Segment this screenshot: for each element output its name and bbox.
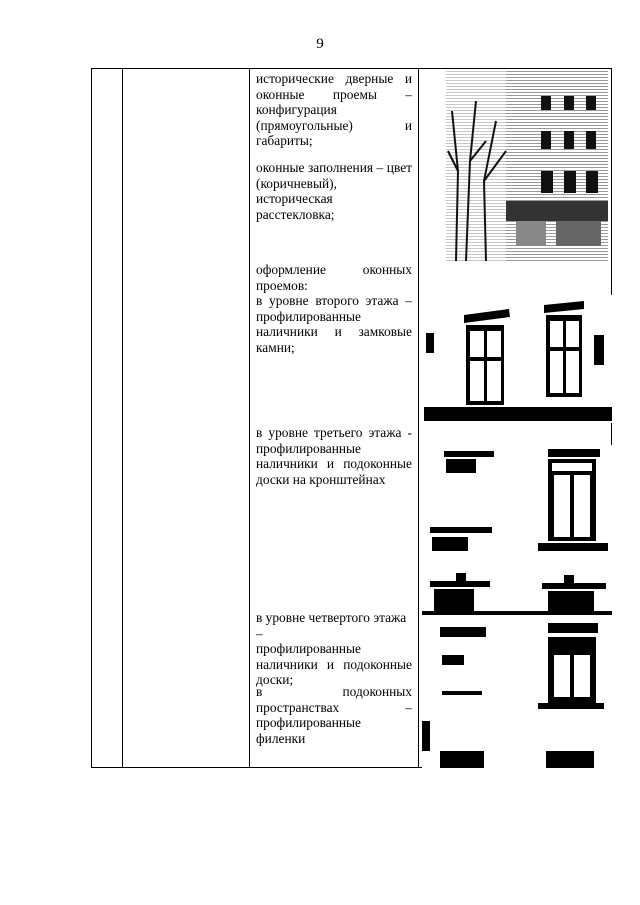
text-line: проемов: [256,277,308,293]
text-line: (коричневый), историческая [256,175,337,207]
text-line: оконные проемы – [256,86,412,102]
text-block-panels [256,684,412,746]
photo-facade-overview [446,71,608,261]
text-line: конфигурация [256,102,337,118]
column-divider-1 [122,69,123,767]
text-line: доски; [256,672,294,688]
text-line: исторические дверные и [256,71,412,86]
text-line: профилированные [256,440,361,456]
text-line: расстекловка; [256,206,335,222]
text-line: наличники и замковые [256,324,412,340]
photo-third-floor-windows [430,445,612,611]
text-line: габариты; [256,133,313,149]
text-line: пространствах – [256,699,412,715]
text-line: наличники и подоконные [256,456,412,472]
text-line: оформление оконных [256,262,412,277]
text-line: в уровне третьего этажа - [256,425,412,440]
column-divider-3 [418,69,419,767]
text-line: в уровне четвертого этажа – [256,610,407,641]
column-divider-2 [249,69,250,767]
text-block-window-fillings [256,160,412,222]
page-number: 9 [316,36,324,52]
text-line: профилированные [256,641,361,657]
photo-fourth-floor-windows [422,611,612,768]
text-line: (прямоугольные) и [256,117,412,133]
document-table [91,68,612,768]
text-line: профилированные филенки [256,715,361,746]
text-line: в уровне второго этажа – [256,293,412,309]
text-line: оконные заполнения – цвет [256,160,412,175]
text-line: профилированные [256,308,361,324]
text-block-fourth-floor [256,610,412,688]
text-block-second-floor [256,262,412,356]
text-line: в подоконных [256,684,412,699]
text-line: доски на кронштейнах [256,471,386,487]
text-block-third-floor [256,425,412,487]
text-line: наличники и подоконные [256,656,412,672]
text-line: камни; [256,339,295,355]
text-block-window-openings [256,71,412,149]
photo-second-floor-windows [424,295,612,423]
